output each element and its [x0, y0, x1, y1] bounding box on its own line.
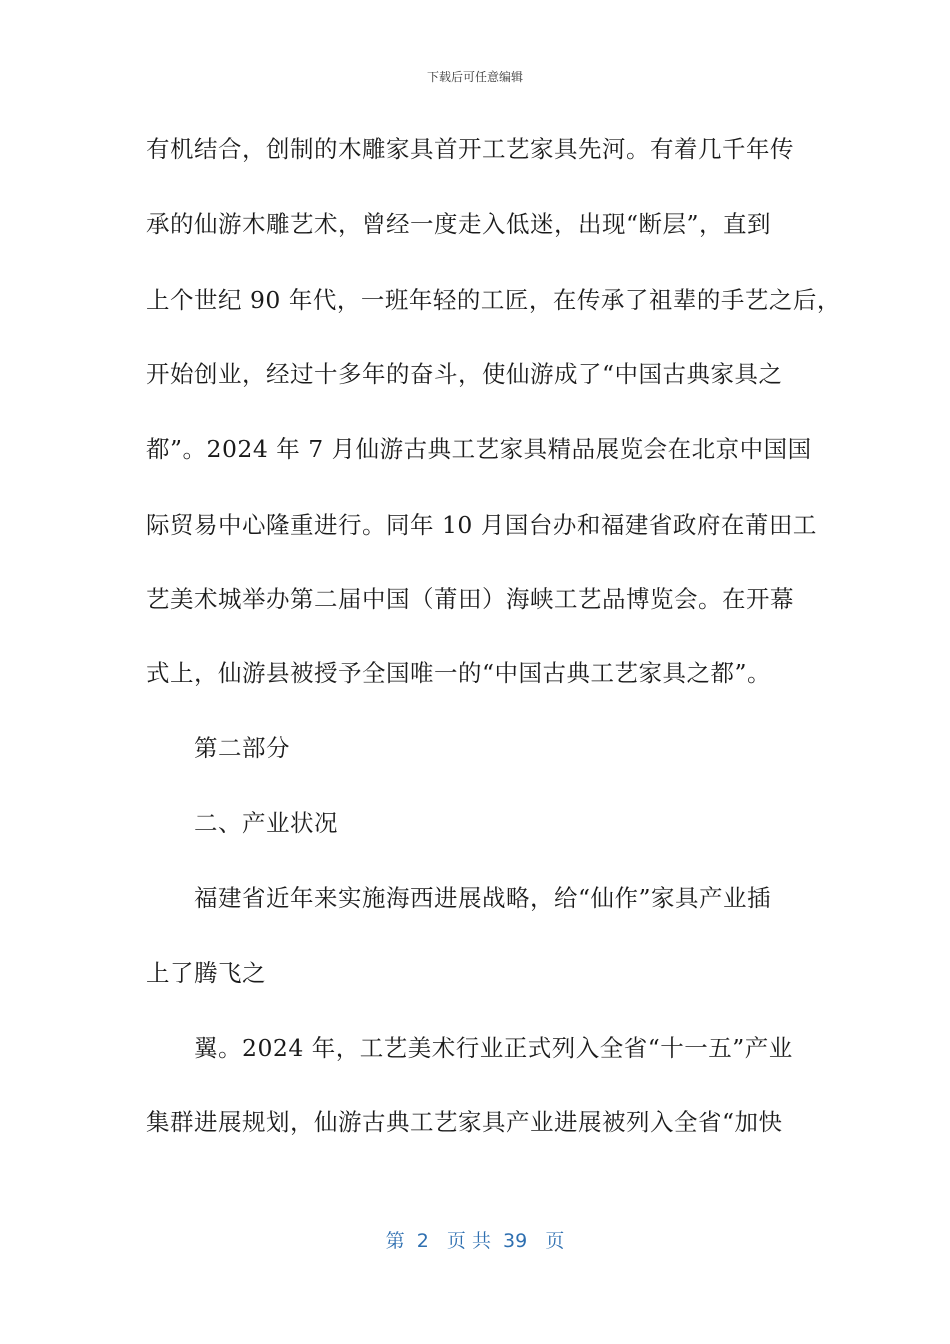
body-line-14: 集群进展规划，仙游古典工艺家具产业进展被列入全省“加快 — [146, 1108, 783, 1136]
body-line-7: 艺美术城举办第二届中国（莆田）海峡工艺品博览会。在开幕 — [146, 585, 794, 613]
page-header: 下载后可任意编辑 — [426, 70, 523, 84]
body-line-2: 承的仙游木雕艺术，曾经一度走入低迷，出现“断层”，直到 — [146, 210, 772, 238]
body-line-8: 式上，仙游县被授予全国唯一的“中国古典工艺家具之都”。 — [146, 659, 772, 687]
body-line-6: 际贸易中心隆重进行。同年 10 月国台办和福建省政府在莆田工 — [146, 511, 817, 539]
body-line-13: 翼。2024 年，工艺美术行业正式列入全省“十一五”产业 — [194, 1034, 793, 1062]
body-line-12: 上了腾飞之 — [146, 959, 266, 987]
body-line-4: 开始创业，经过十多年的奋斗，使仙游成了“中国古典家具之 — [146, 360, 783, 388]
body-line-3: 上个世纪 90 年代，一班年轻的工匠，在传承了祖辈的手艺之后， — [146, 286, 841, 314]
page-number-footer: 第 2 页 共 39 页 — [385, 1230, 565, 1252]
section-heading-part-two: 第二部分 — [194, 734, 290, 762]
body-line-5: 都”。2024 年 7 月仙游古典工艺家具精品展览会在北京中国国 — [146, 435, 812, 463]
body-line-11: 福建省近年来实施海西进展战略，给“仙作”家具产业插 — [194, 884, 772, 912]
body-line-1: 有机结合，创制的木雕家具首开工艺家具先河。有着几千年传 — [146, 135, 794, 163]
section-heading-industry-status: 二、产业状况 — [194, 809, 338, 837]
